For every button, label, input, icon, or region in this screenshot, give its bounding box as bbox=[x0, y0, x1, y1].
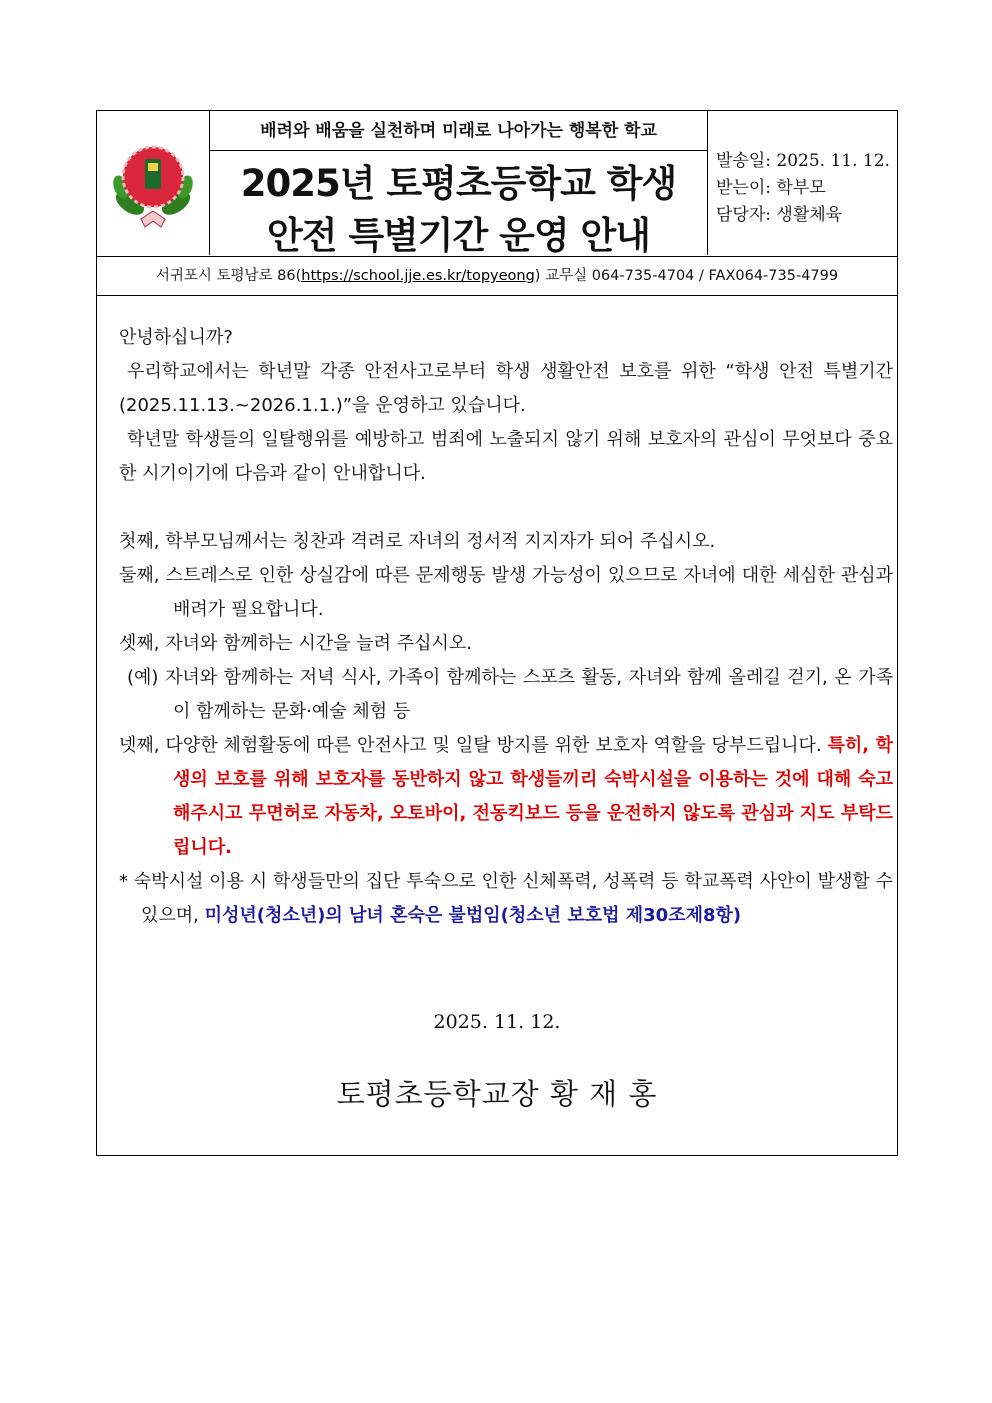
logo-cell bbox=[97, 111, 210, 255]
letter-date: 2025. 11. 12. bbox=[433, 1011, 561, 1033]
note-text: * 숙박시설 이용 시 학생들만의 집단 투숙으로 인한 신체폭력, 성폭력 등 학교폭력 사안이 발생할 수 있으며, bbox=[119, 871, 893, 926]
item-third: 셋째, 자녀와 함께하는 시간을 늘려 주십시오. bbox=[119, 633, 473, 654]
school-emblem-icon bbox=[105, 135, 201, 235]
greeting: 안녕하십니까? bbox=[119, 327, 233, 348]
header bbox=[97, 111, 897, 257]
item-second: 둘째, 스트레스로 인한 상실감에 따른 문제행동 발생 가능성이 있으므로 자녀에 대한 세심한 관심과 배려가 필요합니다. bbox=[119, 565, 893, 620]
note-legal-warning: 미성년(청소년)의 남녀 혼숙은 불법임(청소년 보호법 제30조제8항) bbox=[204, 905, 742, 926]
school-website-link[interactable]: https://school.jje.es.kr/topyeong bbox=[301, 268, 535, 284]
principal-signature: 토평초등학교장 황 재 홍 bbox=[336, 1077, 658, 1111]
recipient: 받는이: 학부모 bbox=[716, 178, 826, 198]
manager: 담당자: 생활체육 bbox=[716, 205, 843, 225]
item-first: 첫째, 학부모님께서는 칭찬과 격려로 자녀의 정서적 지지자가 되어 주십시오. bbox=[119, 531, 716, 552]
school-slogan: 배려와 배움을 실천하며 미래로 나아가는 행복한 학교 bbox=[210, 111, 707, 151]
title-cell bbox=[210, 111, 708, 255]
send-date: 발송일: 2025. 11. 12. bbox=[716, 151, 890, 171]
address-suffix: ) 교무실 064-735-4704 / FAX064-735-4799 bbox=[534, 268, 839, 284]
document-title-line2: 안전 특별기간 운영 안내 bbox=[266, 214, 651, 257]
meta-cell bbox=[708, 111, 897, 255]
notice-frame bbox=[96, 110, 898, 1156]
item-fourth-text: 넷째, 다양한 체험활동에 따른 안전사고 및 일탈 방지를 위한 보호자 역할을 당부드립니다. bbox=[119, 735, 828, 756]
item-fourth bbox=[119, 729, 893, 865]
document-title-line1: 2025년 토평초등학교 학생 bbox=[240, 162, 677, 205]
address-line bbox=[97, 257, 897, 296]
item-fourth-emphasis: 특히, 학생의 보호를 위해 보호자를 동반하지 않고 학생들끼리 숙박시설을 이용하는 것에 대해 숙고해주시고 무면허로 자동차, 오토바이, 전동킥보드 등을 운전하지 않도록 관심과 지도 부탁드립니다. bbox=[173, 735, 893, 858]
example: (예) 자녀와 함께하는 저녁 식사, 가족이 함께하는 스포츠 활동, 자녀와 함께 올레길 걷기, 온 가족이 함께하는 문화·예술 체험 등 bbox=[127, 667, 893, 722]
intro-paragraph-1: 우리학교에서는 학년말 각종 안전사고로부터 학생 생활안전 보호를 위한 “학생 안전 특별기간(2025.11.13.~2026.1.1.)”을 운영하고 있습니다. bbox=[119, 361, 893, 416]
address-prefix: 서귀포시 토평남로 86( bbox=[155, 268, 302, 284]
note bbox=[119, 865, 893, 933]
intro-paragraph-2: 학년말 학생들의 일탈행위를 예방하고 범죄에 노출되지 않기 위해 보호자의 관심이 무엇보다 중요한 시기이기에 다음과 같이 안내합니다. bbox=[119, 429, 893, 484]
letter-body bbox=[119, 321, 893, 933]
